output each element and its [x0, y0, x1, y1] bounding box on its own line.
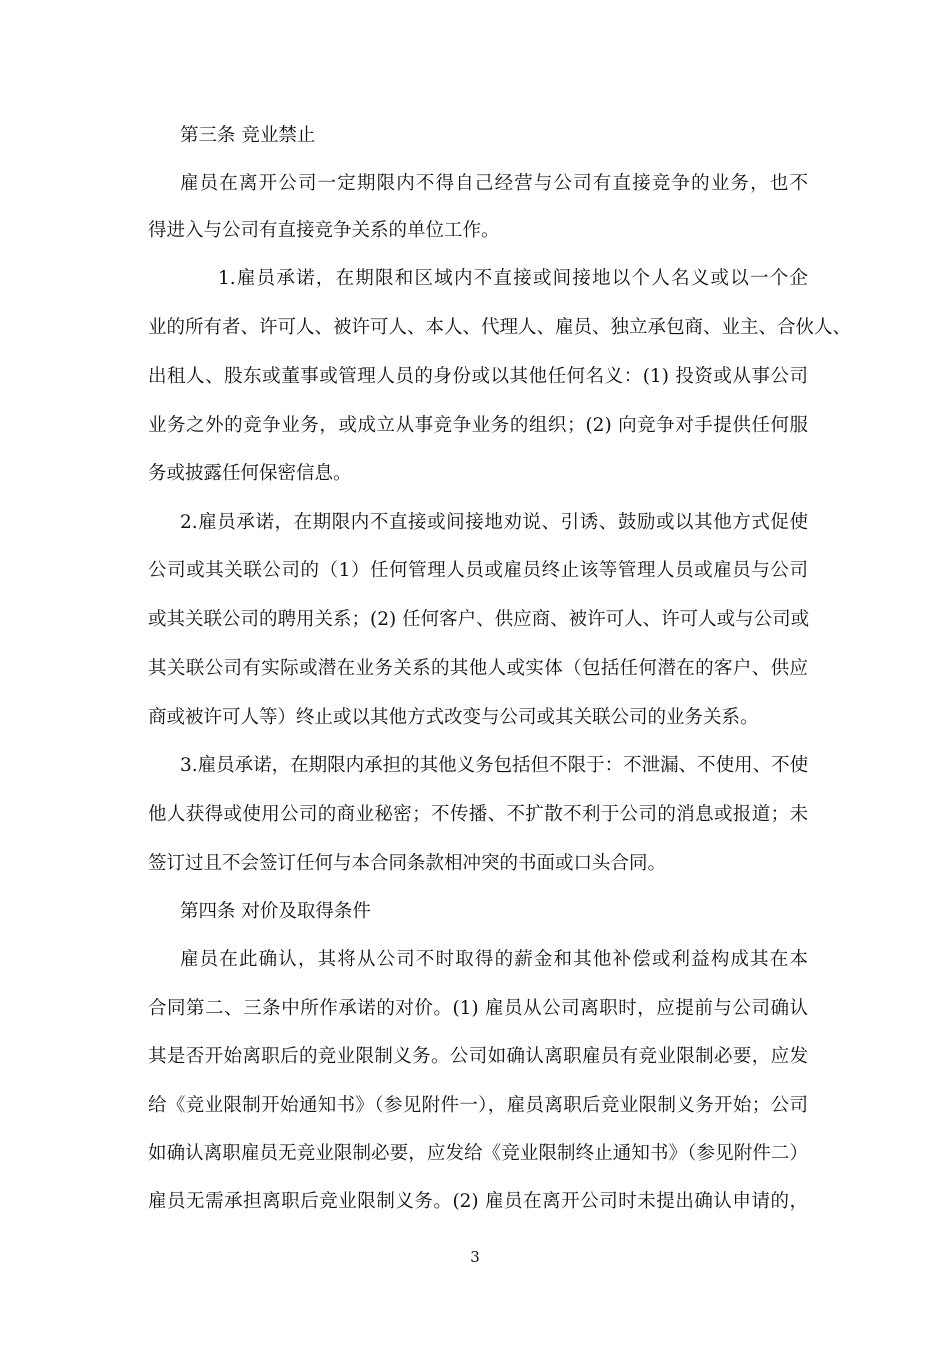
clause-2-line: 其关联公司有实际或潜在业务关系的其他人或实体（包括任何潜在的客户、供应 — [148, 658, 808, 679]
clause-2-line: 商或被许可人等）终止或以其他方式改变与公司或其关联公司的业务关系。 — [148, 707, 759, 728]
clause-2-line: 或其关联公司的聘用关系；(2) 任何客户、供应商、被许可人、许可人或与公司或 — [148, 609, 810, 630]
clause-3-line: 他人获得或使用公司的商业秘密；不传播、不扩散不利于公司的消息或报道；未 — [148, 804, 808, 825]
clause-1-line: 务或披露任何保密信息。 — [148, 463, 352, 484]
article-4-paragraph-line: 合同第二、三条中所作承诺的对价。(1) 雇员从公司离职时，应提前与公司确认 — [148, 998, 808, 1019]
clause-3-line: 签订过且不会签订任何与本合同条款相冲突的书面或口头合同。 — [148, 853, 667, 874]
clause-3-line: 3.雇员承诺，在期限内承担的其他义务包括但不限于：不泄漏、不使用、不使 — [180, 755, 809, 776]
article-3-paragraph-line: 得进入与公司有直接竞争关系的单位工作。 — [148, 220, 500, 241]
article-4-paragraph-line: 雇员在此确认，其将从公司不时取得的薪金和其他补偿或利益构成其在本 — [180, 949, 808, 970]
article-4-paragraph-line: 如确认离职雇员无竞业限制必要，应发给《竞业限制终止通知书》（参见附件二） — [148, 1143, 808, 1164]
clause-1-line: 业务之外的竞争业务，或成立从事竞争业务的组织；(2) 向竞争对手提供任何服 — [148, 415, 808, 436]
clause-2-line: 公司或其关联公司的（1）任何管理人员或雇员终止该等管理人员或雇员与公司 — [148, 560, 808, 581]
clause-2-line: 2.雇员承诺，在期限内不直接或间接地劝说、引诱、鼓励或以其他方式促使 — [180, 512, 808, 533]
clause-1-line: 出租人、股东或董事或管理人员的身份或以其他任何名义：(1) 投资或从事公司 — [148, 366, 808, 387]
article-3-heading: 第三条 竞业禁止 — [180, 125, 316, 146]
page-number: 3 — [470, 1248, 480, 1266]
article-4-heading: 第四条 对价及取得条件 — [180, 901, 371, 922]
article-3-paragraph-line: 雇员在离开公司一定期限内不得自己经营与公司有直接竞争的业务，也不 — [180, 173, 808, 194]
clause-1-line: 业的所有者、许可人、被许可人、本人、代理人、雇员、独立承包商、业主、合伙人、 — [148, 317, 852, 338]
article-4-paragraph-line: 雇员无需承担离职后竞业限制义务。(2) 雇员在离开公司时未提出确认申请的， — [148, 1191, 808, 1212]
clause-1-line: 1.雇员承诺，在期限和区域内不直接或间接地以个人名义或以一个企 — [218, 268, 808, 289]
article-4-paragraph-line: 给《竞业限制开始通知书》（参见附件一），雇员离职后竞业限制义务开始；公司 — [148, 1095, 808, 1116]
article-4-paragraph-line: 其是否开始离职后的竞业限制义务。公司如确认离职雇员有竞业限制必要，应发 — [148, 1046, 808, 1067]
